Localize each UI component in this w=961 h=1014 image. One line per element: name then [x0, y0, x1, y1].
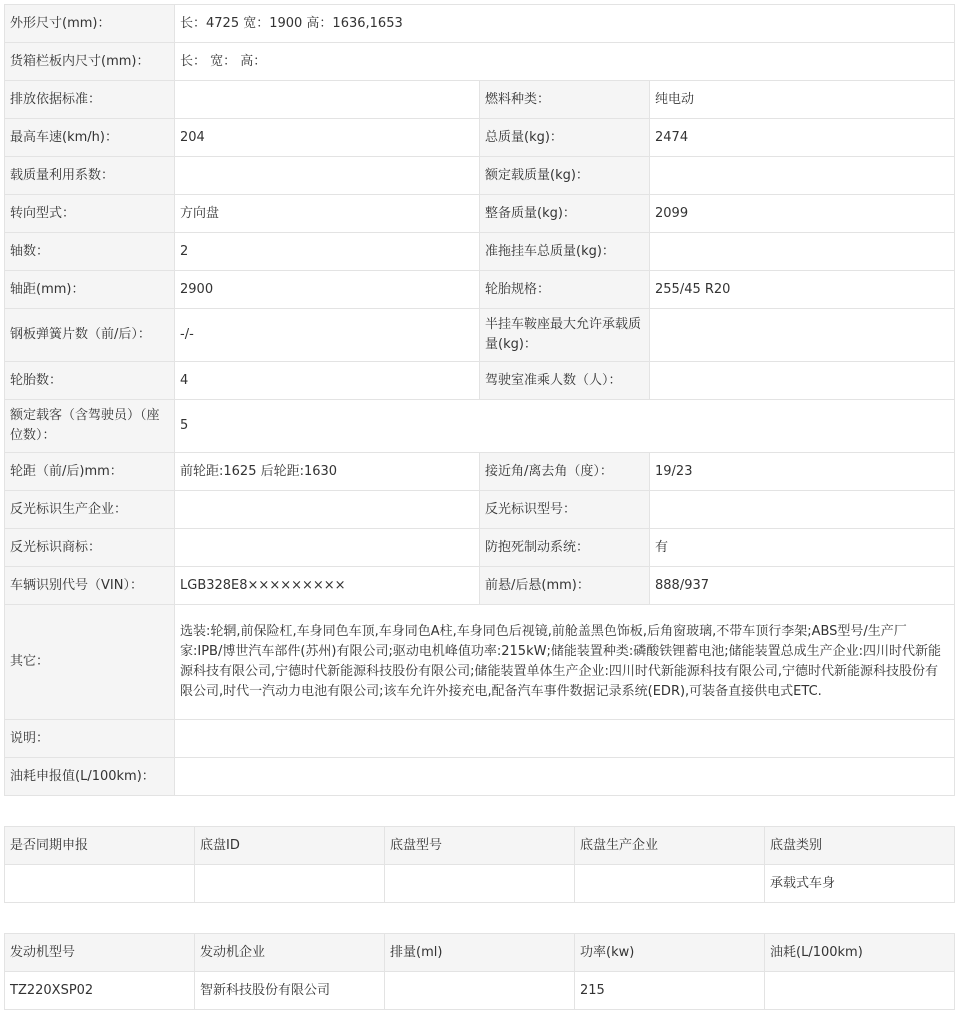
spec-value: 2099: [650, 195, 955, 233]
spec-row: [5, 271, 955, 309]
spec-value: 888/937: [650, 567, 955, 605]
chassis-cell: [195, 865, 385, 903]
spec-value: 2474: [650, 119, 955, 157]
spec-row: [5, 81, 955, 119]
spec-value: LGB328E8×××××××××: [175, 567, 480, 605]
spec-row: [5, 758, 955, 796]
spec-label: 接近角/离去角（度）：: [480, 453, 650, 491]
spec-value: 长：4725 宽：1900 高：1636,1653: [175, 5, 955, 43]
spec-value: 2900: [175, 271, 480, 309]
chassis-table-body: [5, 827, 955, 903]
spec-value: [175, 529, 480, 567]
chassis-column-header: 是否同期申报: [5, 827, 195, 865]
spec-label: 额定载质量(kg)：: [480, 157, 650, 195]
engine-column-header: 发动机企业: [195, 934, 385, 972]
engine-cell: [385, 972, 575, 1010]
spec-label: 车辆识别代号（VIN）：: [5, 567, 175, 605]
spec-value: 19/23: [650, 453, 955, 491]
spec-label: 总质量(kg)：: [480, 119, 650, 157]
spec-label: 载质量利用系数：: [5, 157, 175, 195]
spec-label: 前悬/后悬(mm)：: [480, 567, 650, 605]
chassis-cell: 承载式车身: [765, 865, 955, 903]
spec-label: 说明：: [5, 720, 175, 758]
spec-row: [5, 195, 955, 233]
engine-column-header: 发动机型号: [5, 934, 195, 972]
chassis-column-header: 底盘型号: [385, 827, 575, 865]
engine-table: [4, 933, 955, 1010]
spec-value: [175, 81, 480, 119]
spec-row: [5, 362, 955, 400]
chassis-column-header: 底盘ID: [195, 827, 385, 865]
spec-row: [5, 605, 955, 720]
chassis-cell: [5, 865, 195, 903]
chassis-header-row: [5, 827, 955, 865]
engine-column-header: 油耗(L/100km): [765, 934, 955, 972]
spec-label: 货箱栏板内尺寸(mm)：: [5, 43, 175, 81]
spec-label: 燃料种类：: [480, 81, 650, 119]
chassis-cell: [385, 865, 575, 903]
vehicle-spec-page: [4, 4, 954, 1010]
spec-label: 整备质量(kg)：: [480, 195, 650, 233]
spec-value: [175, 758, 955, 796]
chassis-table: [4, 826, 955, 903]
spec-label: 轴数：: [5, 233, 175, 271]
spec-row: [5, 453, 955, 491]
engine-cell: TZ220XSP02: [5, 972, 195, 1010]
spec-value: 纯电动: [650, 81, 955, 119]
spec-value: [175, 157, 480, 195]
spec-label: 准拖挂车总质量(kg)：: [480, 233, 650, 271]
spec-value: 5: [175, 400, 955, 453]
chassis-column-header: 底盘类别: [765, 827, 955, 865]
spec-value: [650, 233, 955, 271]
spec-row: [5, 567, 955, 605]
spec-label: 外形尺寸(mm)：: [5, 5, 175, 43]
spec-value: 255/45 R20: [650, 271, 955, 309]
spec-value: [650, 362, 955, 400]
engine-column-header: 排量(ml): [385, 934, 575, 972]
spec-value: -/-: [175, 309, 480, 362]
spec-row: [5, 309, 955, 362]
engine-column-header: 功率(kw): [575, 934, 765, 972]
spec-row: [5, 43, 955, 81]
spec-value: [175, 720, 955, 758]
spec-row: [5, 233, 955, 271]
spec-label: 其它：: [5, 605, 175, 720]
spec-label: 最高车速(km/h)：: [5, 119, 175, 157]
engine-cell: 215: [575, 972, 765, 1010]
spec-row: [5, 491, 955, 529]
spec-value: 长： 宽： 高：: [175, 43, 955, 81]
engine-table-body: [5, 934, 955, 1010]
spec-table-body: [5, 5, 955, 796]
spec-label: 反光标识商标：: [5, 529, 175, 567]
chassis-column-header: 底盘生产企业: [575, 827, 765, 865]
engine-row: [5, 972, 955, 1010]
spec-value: 方向盘: [175, 195, 480, 233]
spec-label: 钢板弹簧片数（前/后）：: [5, 309, 175, 362]
spec-value: [650, 309, 955, 362]
spec-row: [5, 529, 955, 567]
spec-value: 2: [175, 233, 480, 271]
spec-label: 排放依据标准：: [5, 81, 175, 119]
spec-value: 4: [175, 362, 480, 400]
spec-label: 轴距(mm)：: [5, 271, 175, 309]
spec-table: [4, 4, 955, 796]
spec-label: 油耗申报值(L/100km)：: [5, 758, 175, 796]
spec-label: 转向型式：: [5, 195, 175, 233]
chassis-row: [5, 865, 955, 903]
spec-row: [5, 720, 955, 758]
spec-value: [175, 491, 480, 529]
spec-value: 204: [175, 119, 480, 157]
spec-label: 反光标识型号：: [480, 491, 650, 529]
spec-value: 选装:轮辋,前保险杠,车身同色车顶,车身同色A柱,车身同色后视镜,前舱盖黑色饰板,后角窗玻璃,不带车顶行李架;ABS型号/生产厂家:IPB/博世汽车部件(苏州)有限公司;驱动电机峰值功率:215kW;储能装置种类:磷酸铁锂蓄电池;储能装置总成生产企业:四川时代新能源科技有限公司,宁德时代新能源科技股份有限公司;储能装置单体生产企业:四川时代新能源科技有限公司,宁德时代新能源科技股份有限公司,时代一汽动力电池有限公司;该车允许外接充电,配备汽车事件数据记录系统(EDR),可装备直接供电式ETC.: [175, 605, 955, 720]
spec-label: 反光标识生产企业：: [5, 491, 175, 529]
engine-cell: 智新科技股份有限公司: [195, 972, 385, 1010]
spec-label: 轮胎规格：: [480, 271, 650, 309]
spec-label: 轮胎数：: [5, 362, 175, 400]
spec-value: 有: [650, 529, 955, 567]
engine-cell: [765, 972, 955, 1010]
spec-row: [5, 5, 955, 43]
spec-label: 额定载客（含驾驶员）（座位数）：: [5, 400, 175, 453]
chassis-cell: [575, 865, 765, 903]
spec-value: 前轮距:1625 后轮距:1630: [175, 453, 480, 491]
spec-row: [5, 400, 955, 453]
spec-label: 半挂车鞍座最大允许承载质量(kg)：: [480, 309, 650, 362]
spec-value: [650, 157, 955, 195]
spec-row: [5, 157, 955, 195]
engine-header-row: [5, 934, 955, 972]
spec-label: 防抱死制动系统：: [480, 529, 650, 567]
spec-label: 轮距（前/后)mm：: [5, 453, 175, 491]
spec-row: [5, 119, 955, 157]
spec-value: [650, 491, 955, 529]
spec-label: 驾驶室准乘人数（人）：: [480, 362, 650, 400]
